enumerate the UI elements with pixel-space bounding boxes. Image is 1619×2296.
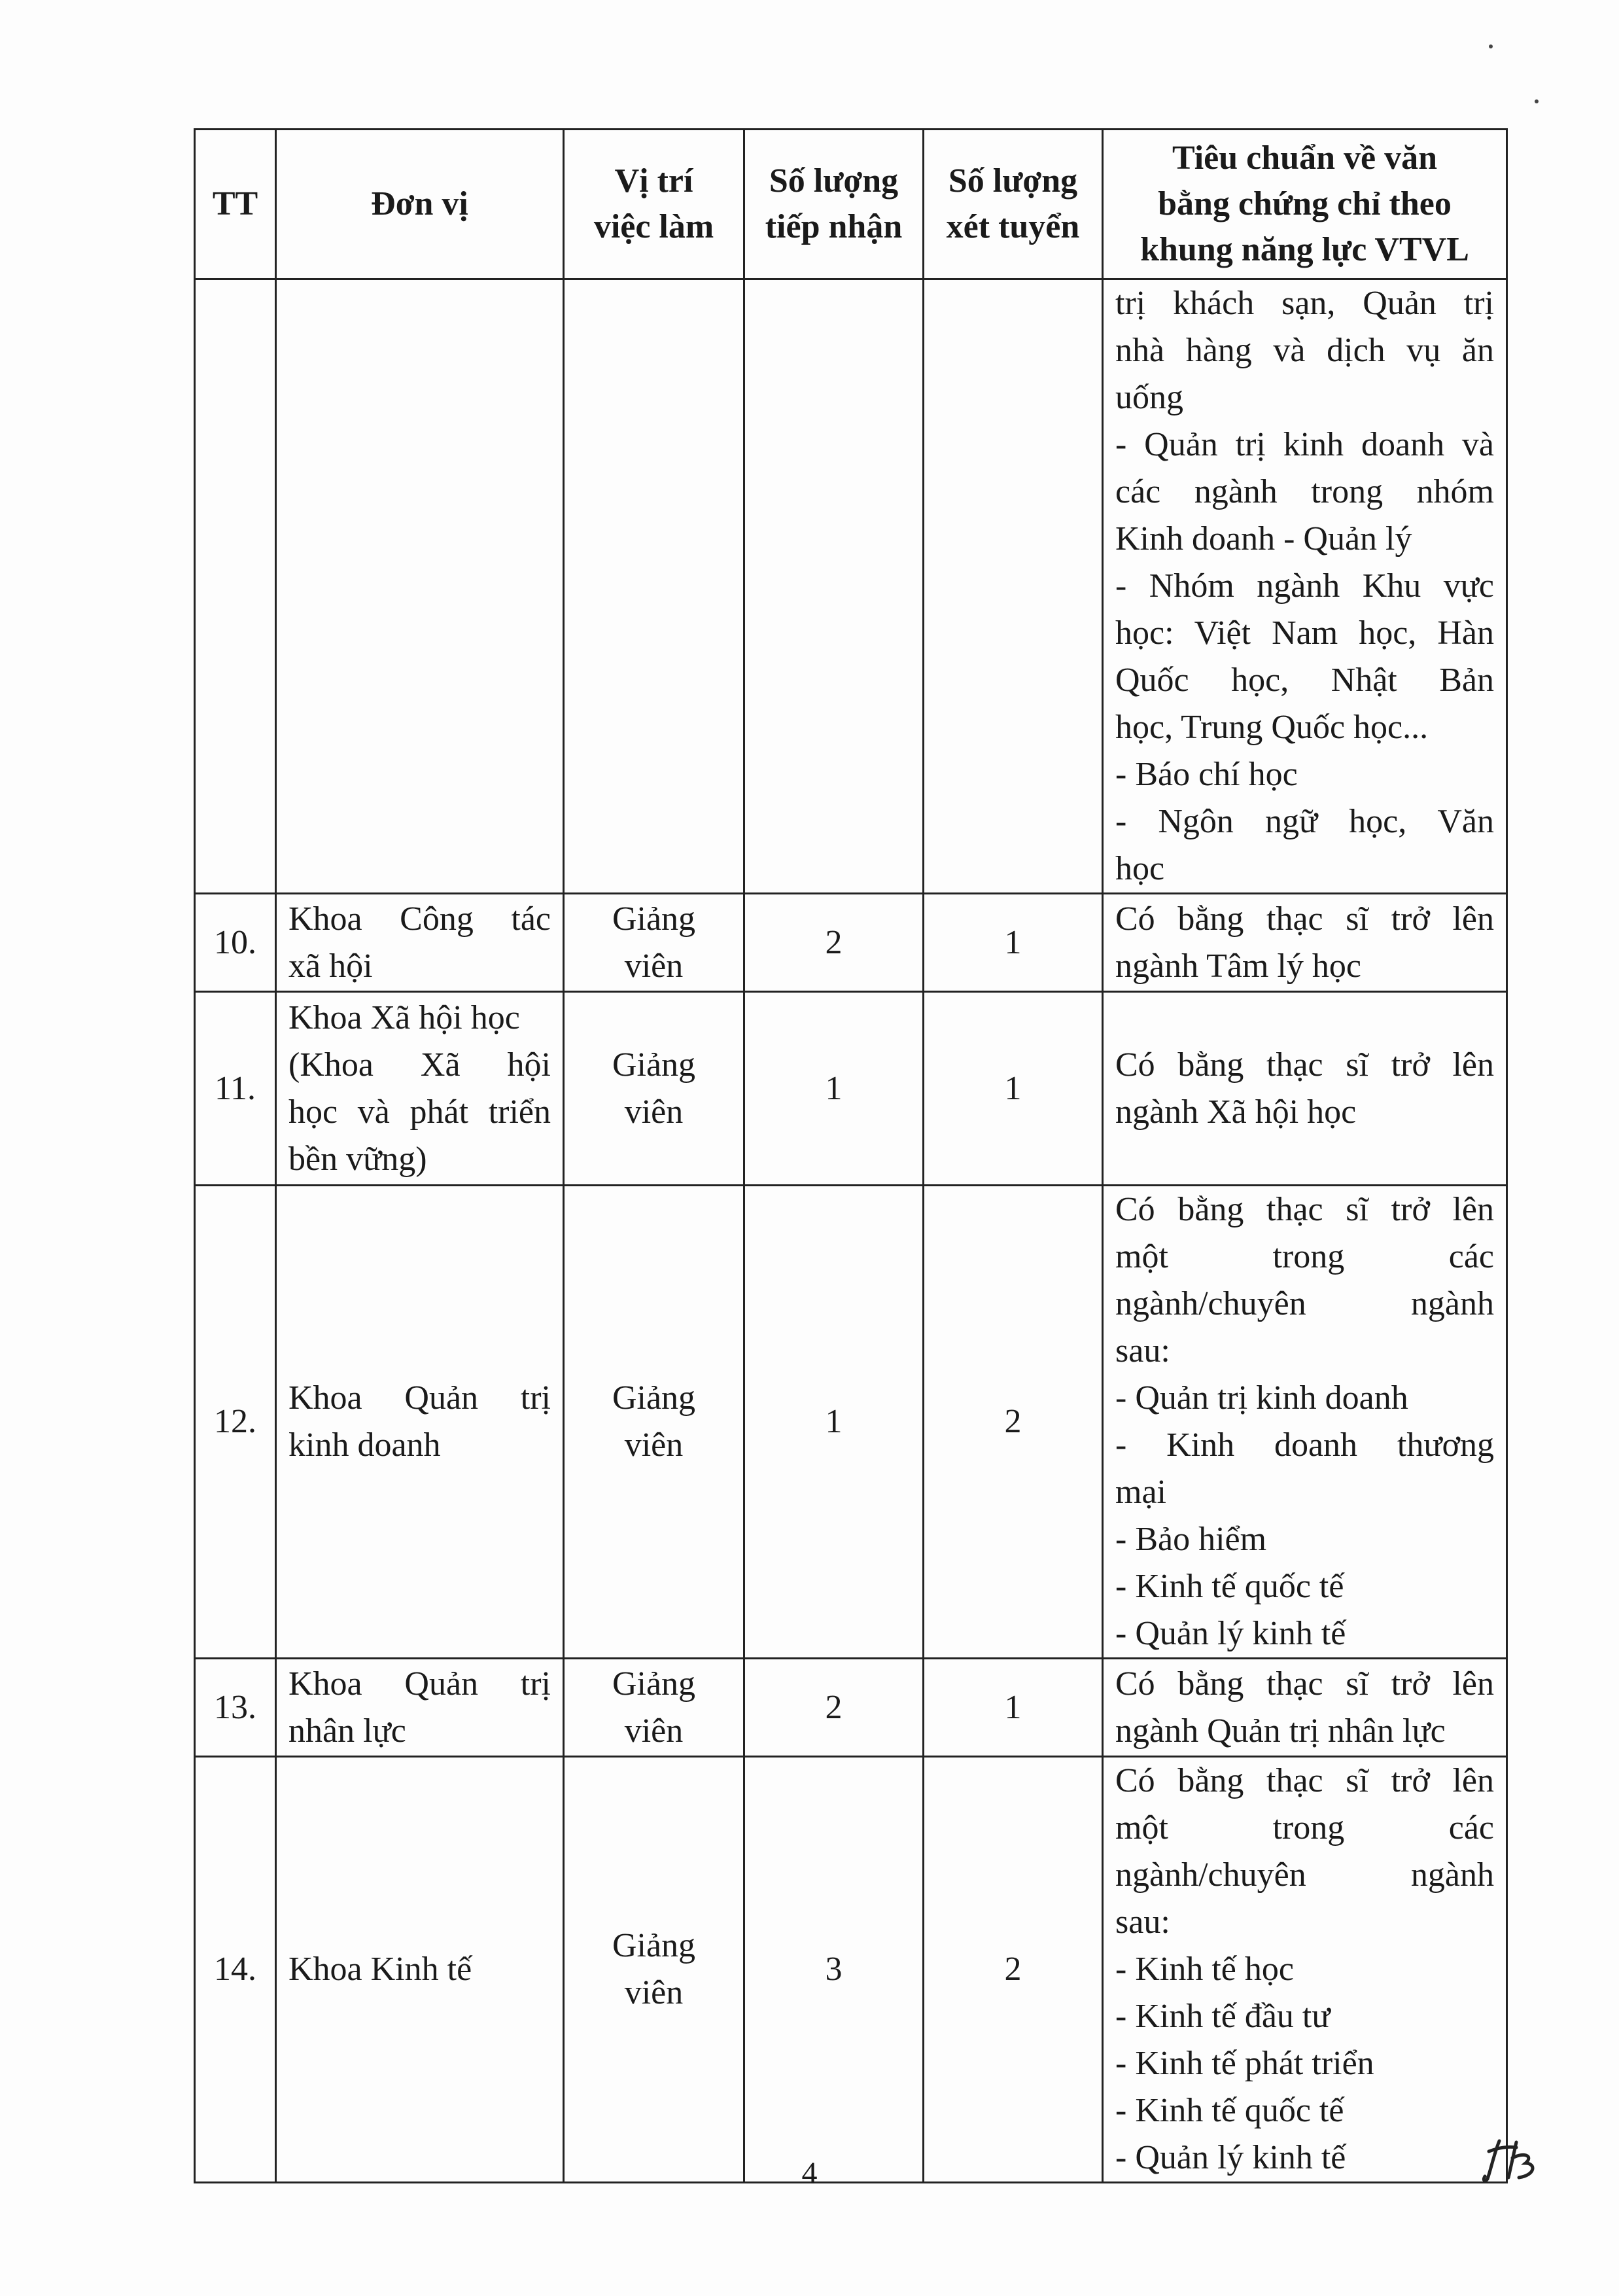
standard-line: - Báo chí học xyxy=(1115,756,1298,793)
header-received-line: tiếp nhận xyxy=(765,208,903,245)
standard-line: Có bằng thạc sĩ trở lên xyxy=(1115,1191,1494,1228)
unit-line: Khoa Kinh tế xyxy=(288,1951,472,1988)
standard-line: Quốc học, Nhật Bản xyxy=(1115,662,1494,699)
standard-line: một trong các xyxy=(1115,1238,1494,1275)
standard-line: Có bằng thạc sĩ trở lên xyxy=(1115,1762,1494,1799)
cell-unit xyxy=(276,894,564,992)
header-unit: Đơn vị xyxy=(276,130,564,279)
standard-line: ngành Xã hội học xyxy=(1115,1093,1357,1131)
cell-received: 1 xyxy=(744,1186,924,1659)
standard-line: học xyxy=(1115,850,1165,887)
header-position xyxy=(564,130,744,279)
cell-selected: 1 xyxy=(924,1659,1103,1757)
standard-line: - Kinh tế đầu tư xyxy=(1115,1998,1331,2035)
cell-selected: 2 xyxy=(924,1186,1103,1659)
standard-line: sau: xyxy=(1115,1332,1170,1369)
cell-received: 3 xyxy=(744,1757,924,2183)
table-row xyxy=(195,894,1507,992)
header-selected xyxy=(924,130,1103,279)
header-position-line: việc làm xyxy=(593,208,714,245)
standard-line: - Kinh tế quốc tế xyxy=(1115,1568,1344,1605)
standard-line: Có bằng thạc sĩ trở lên xyxy=(1115,1665,1494,1703)
standard-line: Kinh doanh - Quản lý xyxy=(1115,520,1412,557)
table-row xyxy=(195,1757,1507,2183)
standard-line: - Kinh tế quốc tế xyxy=(1115,2092,1344,2129)
standard-line: ngành/chuyên ngành xyxy=(1115,1856,1494,1894)
unit-line: học và phát triển xyxy=(288,1093,551,1131)
standard-line: - Quản lý kinh tế xyxy=(1115,2139,1346,2176)
cell-standard xyxy=(1103,992,1507,1186)
cell-selected: 2 xyxy=(924,1757,1103,2183)
header-received xyxy=(744,130,924,279)
header-selected-line: xét tuyển xyxy=(946,208,1080,245)
position-line: Giảng xyxy=(612,1379,696,1417)
table-row xyxy=(195,1659,1507,1757)
cell-position xyxy=(564,1186,744,1659)
cell-unit xyxy=(276,1757,564,2183)
position-line: viên xyxy=(624,1426,684,1464)
cell-position xyxy=(564,894,744,992)
cell-position xyxy=(564,279,744,894)
standard-line: một trong các xyxy=(1115,1809,1494,1846)
position-line: viên xyxy=(624,1712,684,1750)
standard-line: Có bằng thạc sĩ trở lên xyxy=(1115,900,1494,938)
standard-line: sau: xyxy=(1115,1903,1170,1941)
header-standard xyxy=(1103,130,1507,279)
cell-position xyxy=(564,1659,744,1757)
unit-line: xã hội xyxy=(288,947,373,985)
standard-line: Có bằng thạc sĩ trở lên xyxy=(1115,1046,1494,1084)
cell-received: 2 xyxy=(744,894,924,992)
cell-selected: 1 xyxy=(924,894,1103,992)
unit-line: bền vững) xyxy=(288,1140,427,1178)
position-line: viên xyxy=(624,947,684,985)
cell-standard xyxy=(1103,894,1507,992)
position-line: Giảng xyxy=(612,1927,696,1964)
standard-line: - Kinh doanh thương xyxy=(1115,1426,1494,1464)
cell-standard xyxy=(1103,1659,1507,1757)
header-position-line: Vị trí xyxy=(614,162,693,200)
position-line: viên xyxy=(624,1974,684,2011)
unit-line: nhân lực xyxy=(288,1712,406,1750)
standard-line: học, Trung Quốc học... xyxy=(1115,709,1429,746)
cell-tt: 14. xyxy=(195,1757,276,2183)
standard-line: uống xyxy=(1115,379,1183,416)
header-selected-line: Số lượng xyxy=(948,162,1078,200)
header-tt: TT xyxy=(195,130,276,279)
cell-tt xyxy=(195,279,276,894)
cell-selected: 1 xyxy=(924,992,1103,1186)
position-line: Giảng xyxy=(612,1665,696,1703)
cell-tt: 13. xyxy=(195,1659,276,1757)
cell-unit xyxy=(276,992,564,1186)
table-row xyxy=(195,1186,1507,1659)
cell-standard xyxy=(1103,1757,1507,2183)
standard-line: ngành/chuyên ngành xyxy=(1115,1285,1494,1322)
position-line: Giảng xyxy=(612,900,696,938)
recruitment-table xyxy=(194,128,1508,2183)
scan-speck xyxy=(1489,44,1493,48)
cell-unit xyxy=(276,1659,564,1757)
standard-line: ngành Tâm lý học xyxy=(1115,947,1361,985)
cell-unit xyxy=(276,279,564,894)
scan-speck xyxy=(1535,99,1539,103)
header-received-line: Số lượng xyxy=(769,162,899,200)
cell-position xyxy=(564,1757,744,2183)
cell-received xyxy=(744,279,924,894)
unit-line: kinh doanh xyxy=(288,1426,441,1464)
standard-line: - Bảo hiểm xyxy=(1115,1521,1267,1558)
header-standard-line: khung năng lực VTVL xyxy=(1140,231,1469,268)
position-line: Giảng xyxy=(612,1046,696,1084)
standard-line: - Kinh tế phát triển xyxy=(1115,2045,1374,2082)
unit-line: Khoa Xã hội học xyxy=(288,998,520,1036)
cell-standard xyxy=(1103,1186,1507,1659)
standard-line: - Quản trị kinh doanh và xyxy=(1115,426,1494,463)
unit-line: Khoa Công tác xyxy=(288,900,551,938)
standard-line: trị khách sạn, Quản trị xyxy=(1115,285,1494,322)
table-row xyxy=(195,992,1507,1186)
standard-line: - Quản lý kinh tế xyxy=(1115,1615,1346,1652)
cell-tt: 11. xyxy=(195,992,276,1186)
cell-position xyxy=(564,992,744,1186)
standard-line: - Quản trị kinh doanh xyxy=(1115,1379,1408,1417)
standard-line: - Ngôn ngữ học, Văn xyxy=(1115,803,1494,840)
standard-line: nhà hàng và dịch vụ ăn xyxy=(1115,332,1494,369)
cell-tt: 10. xyxy=(195,894,276,992)
cell-selected xyxy=(924,279,1103,894)
page-number: 4 xyxy=(801,2156,818,2191)
header-standard-line: Tiêu chuẩn về văn xyxy=(1172,139,1438,177)
unit-line: Khoa Quản trị xyxy=(288,1379,551,1417)
position-line: viên xyxy=(624,1093,684,1131)
standard-line: học: Việt Nam học, Hàn xyxy=(1115,614,1494,652)
signature-initials xyxy=(1480,2134,1545,2187)
unit-line: (Khoa Xã hội xyxy=(288,1046,551,1084)
standard-line: - Kinh tế học xyxy=(1115,1951,1294,1988)
header-standard-line: bằng chứng chỉ theo xyxy=(1158,185,1452,222)
standard-line: ngành Quản trị nhân lực xyxy=(1115,1712,1446,1750)
standard-line: các ngành trong nhóm xyxy=(1115,473,1494,510)
cell-received: 1 xyxy=(744,992,924,1186)
cell-unit xyxy=(276,1186,564,1659)
standard-line: mại xyxy=(1115,1474,1166,1511)
unit-line: Khoa Quản trị xyxy=(288,1665,551,1703)
table-row-continuation xyxy=(195,279,1507,894)
cell-received: 2 xyxy=(744,1659,924,1757)
table-header-row xyxy=(195,130,1507,279)
cell-standard xyxy=(1103,279,1507,894)
cell-tt: 12. xyxy=(195,1186,276,1659)
standard-line: - Nhóm ngành Khu vực xyxy=(1115,567,1494,605)
